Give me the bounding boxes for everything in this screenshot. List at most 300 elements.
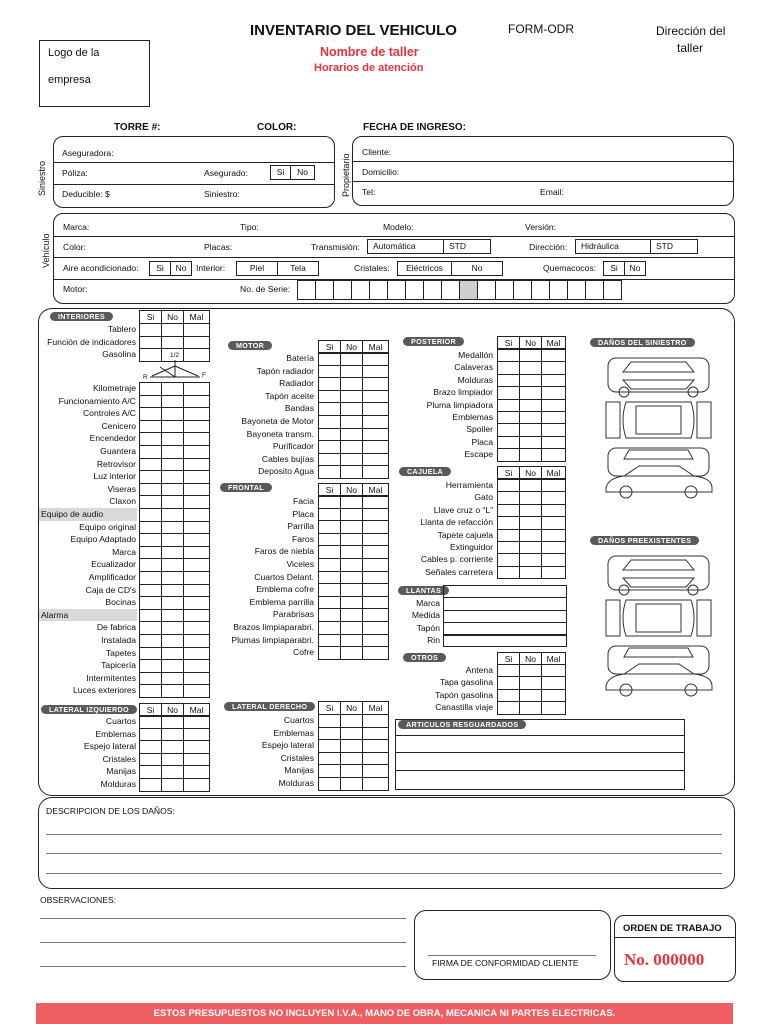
tower-label: TORRE #:	[114, 122, 161, 133]
serial-digit-box[interactable]	[387, 280, 406, 300]
motor-label: Bandas	[284, 403, 314, 414]
motor-checkbox-mal[interactable]	[362, 465, 389, 479]
otros-col-no: No	[519, 652, 542, 665]
posterior-checkbox-si[interactable]	[497, 386, 520, 399]
model-label: Modelo:	[383, 222, 414, 232]
otros-checkbox-no[interactable]	[519, 701, 542, 714]
otros-checkbox-no[interactable]	[519, 664, 542, 677]
gauge-empty: R	[143, 374, 148, 381]
otros-checkbox-si[interactable]	[497, 701, 520, 714]
lateral-der-checkbox-mal[interactable]	[362, 777, 389, 791]
llantas-label: Medida	[411, 610, 440, 621]
lateral-izq-checkbox-si[interactable]	[139, 778, 162, 792]
interiores-checkbox-si[interactable]	[139, 407, 162, 421]
lateral-izq-checkbox-si[interactable]	[139, 728, 162, 742]
lateral-izq-checkbox-si[interactable]	[139, 765, 162, 779]
cajuela-label: Llanta de refacción	[420, 517, 493, 528]
interiores-checkbox-si[interactable]	[139, 521, 162, 535]
descripcion-line[interactable]	[46, 834, 722, 835]
interiores-label: Luz interior	[93, 471, 136, 482]
lateral-der-label: Molduras	[278, 778, 314, 788]
cajuela-checkbox-mal[interactable]	[541, 566, 566, 579]
lateral-izq-label: Cuartos	[105, 716, 136, 726]
cajuela-label: Llave cruz o “L”	[433, 504, 493, 515]
interiores-checkbox-si[interactable]	[139, 684, 162, 698]
lateral-der-checkbox-mal[interactable]	[362, 727, 389, 741]
motor-label: Batería	[286, 353, 314, 363]
posterior-label: Calaveras	[454, 362, 493, 373]
posterior-col-no: No	[519, 336, 542, 349]
cajuela-checkbox-si[interactable]	[497, 504, 520, 517]
interiores-checkbox-si[interactable]	[139, 596, 162, 610]
workshop-name: Nombre de taller	[320, 45, 419, 59]
interiores-checkbox-si[interactable]	[139, 584, 162, 598]
frontal-label: Plumas limpiaparabri.	[231, 634, 314, 645]
llantas-field[interactable]	[443, 597, 567, 610]
interiores-checkbox-si[interactable]	[139, 634, 162, 648]
posterior-checkbox-no[interactable]	[519, 448, 542, 461]
sunroof-label: Quemacocos:	[543, 263, 597, 273]
lateral-der-col-mal: Mal	[362, 701, 389, 715]
win-electric-option[interactable]: Eléctricos	[397, 261, 452, 276]
frontal-col-mal: Mal	[362, 483, 389, 497]
interiores-checkbox-si[interactable]	[139, 458, 162, 472]
lateral-der-checkbox-no[interactable]	[340, 714, 363, 728]
observaciones-line[interactable]	[40, 918, 406, 919]
cajuela-checkbox-mal[interactable]	[541, 479, 566, 492]
otros-checkbox-no[interactable]	[519, 689, 542, 702]
descripcion-line[interactable]	[46, 853, 722, 854]
serial-digit-box[interactable]	[315, 280, 334, 300]
descripcion-line[interactable]	[46, 873, 722, 874]
interiores-label: Tablero	[107, 324, 136, 334]
plates-label: Placas:	[204, 242, 233, 252]
signature-box[interactable]	[414, 910, 611, 980]
interiores-label: Alarma	[41, 609, 69, 620]
posterior-col-mal: Mal	[541, 336, 566, 349]
cajuela-checkbox-si[interactable]	[497, 541, 520, 554]
cajuela-checkbox-si[interactable]	[497, 479, 520, 492]
motor-checkbox-si[interactable]	[318, 402, 341, 416]
interiores-checkbox-si[interactable]	[139, 336, 162, 350]
posterior-label: Placa	[471, 436, 493, 447]
posterior-checkbox-mal[interactable]	[541, 349, 566, 362]
interiores-checkbox-mal[interactable]	[183, 684, 210, 698]
interiores-checkbox-si[interactable]	[139, 508, 162, 522]
lateral-der-checkbox-si[interactable]	[318, 714, 341, 728]
serial-digit-box[interactable]	[513, 280, 532, 300]
interiores-label: Equipo original	[79, 521, 136, 532]
interiores-checkbox-si[interactable]	[139, 659, 162, 673]
interiores-checkbox-no[interactable]	[161, 323, 184, 337]
cajuela-checkbox-si[interactable]	[497, 553, 520, 566]
interiores-checkbox-mal[interactable]	[183, 672, 210, 686]
posterior-checkbox-si[interactable]	[497, 349, 520, 362]
serial-digit-box[interactable]	[333, 280, 352, 300]
frontal-title: FRONTAL	[220, 483, 272, 492]
otros-checkbox-si[interactable]	[497, 664, 520, 677]
cajuela-checkbox-mal[interactable]	[541, 541, 566, 554]
cajuela-checkbox-mal[interactable]	[541, 504, 566, 517]
interiores-checkbox-no[interactable]	[161, 672, 184, 686]
cajuela-checkbox-no[interactable]	[519, 529, 542, 542]
cajuela-checkbox-si[interactable]	[497, 566, 520, 579]
cajuela-checkbox-no[interactable]	[519, 553, 542, 566]
interiores-label: Función de indicadores	[47, 336, 136, 347]
trans-auto-option[interactable]: Automática	[367, 239, 444, 254]
serial-digit-box[interactable]	[369, 280, 388, 300]
posterior-checkbox-no[interactable]	[519, 399, 542, 412]
lateral-der-checkbox-mal[interactable]	[362, 764, 389, 778]
posterior-checkbox-no[interactable]	[519, 423, 542, 436]
posterior-checkbox-mal[interactable]	[541, 399, 566, 412]
frontal-label: Viceles	[286, 559, 314, 569]
lateral-der-checkbox-no[interactable]	[340, 739, 363, 753]
otros-checkbox-no[interactable]	[519, 676, 542, 689]
cajuela-checkbox-si[interactable]	[497, 516, 520, 529]
interiores-checkbox-mal[interactable]	[183, 323, 210, 337]
car-diagram-preexistentes[interactable]	[596, 548, 721, 698]
serial-digit-box[interactable]	[459, 280, 478, 300]
cajuela-checkbox-mal[interactable]	[541, 529, 566, 542]
serial-digit-box[interactable]	[585, 280, 604, 300]
lateral-izq-label: Emblemas	[95, 728, 136, 739]
entry-date-label: FECHA DE INGRESO:	[363, 122, 466, 133]
lateral-der-checkbox-si[interactable]	[318, 752, 341, 766]
frontal-checkbox-si[interactable]	[318, 533, 341, 547]
interiores-checkbox-si[interactable]	[139, 382, 162, 396]
posterior-checkbox-no[interactable]	[519, 349, 542, 362]
posterior-label: Pluma limpiadora	[426, 399, 493, 410]
observaciones-line[interactable]	[40, 966, 406, 967]
serial-digit-box[interactable]	[531, 280, 550, 300]
otros-checkbox-mal[interactable]	[541, 689, 566, 702]
cajuela-label: Extinguidor	[450, 542, 493, 552]
lateral-der-checkbox-mal[interactable]	[362, 739, 389, 753]
danos-preexistentes-title: DAÑOS PREEXISTENTES	[590, 536, 699, 545]
posterior-label: Escape	[464, 449, 493, 460]
motor-label: Bayoneta de Motor	[241, 416, 314, 426]
interiores-checkbox-si[interactable]	[139, 571, 162, 585]
llantas-field[interactable]	[443, 585, 567, 598]
serial-digit-box[interactable]	[603, 280, 622, 300]
lateral-der-label: Cuartos	[283, 715, 314, 725]
frontal-checkbox-si[interactable]	[318, 646, 341, 660]
posterior-checkbox-si[interactable]	[497, 399, 520, 412]
interiores-checkbox-no[interactable]	[161, 336, 184, 350]
frontal-label: Emblema cofre	[256, 584, 314, 595]
lateral-der-checkbox-no[interactable]	[340, 777, 363, 791]
frontal-checkbox-si[interactable]	[318, 508, 341, 522]
motor-checkbox-si[interactable]	[318, 352, 341, 366]
lateral-izq-col-mal: Mal	[183, 703, 210, 717]
interiores-checkbox-si[interactable]	[139, 546, 162, 560]
int-leather-option[interactable]: Piel	[236, 261, 278, 276]
cajuela-checkbox-no[interactable]	[519, 566, 542, 579]
interiores-checkbox-mal[interactable]	[183, 336, 210, 350]
interiores-title: INTERIORES	[50, 312, 113, 321]
serial-digit-box[interactable]	[549, 280, 568, 300]
sunroof-no-checkbox[interactable]: No	[624, 261, 646, 276]
interiores-label: Luces exteriores	[72, 685, 136, 696]
motor-checkbox-si[interactable]	[318, 390, 341, 404]
interiores-label: Tapicería	[101, 660, 136, 671]
cajuela-label: Gato	[474, 492, 493, 503]
posterior-checkbox-si[interactable]	[497, 361, 520, 374]
vehicle-color-label: Color:	[63, 242, 86, 252]
observaciones-line[interactable]	[40, 942, 406, 943]
otros-label: Antena	[465, 665, 493, 675]
posterior-title: POSTERIOR	[403, 337, 464, 346]
lateral-der-checkbox-si[interactable]	[318, 739, 341, 753]
motor-checkbox-si[interactable]	[318, 440, 341, 454]
email-label: Email:	[540, 187, 564, 197]
interiores-checkbox-si[interactable]	[139, 395, 162, 409]
frontal-checkbox-mal[interactable]	[362, 583, 389, 597]
engine-label: Motor:	[63, 284, 88, 294]
posterior-checkbox-no[interactable]	[519, 386, 542, 399]
interiores-label: Tapetes	[105, 647, 136, 658]
posterior-checkbox-mal[interactable]	[541, 448, 566, 461]
cajuela-checkbox-no[interactable]	[519, 541, 542, 554]
int-cloth-option[interactable]: Tela	[277, 261, 319, 276]
interiores-checkbox-mal[interactable]	[183, 659, 210, 673]
frontal-label: Emblema parrilla	[249, 596, 314, 607]
steer-std-option[interactable]: STD	[650, 239, 698, 254]
interiores-checkbox-si[interactable]	[139, 609, 162, 623]
interiores-checkbox-no[interactable]	[161, 659, 184, 673]
posterior-checkbox-si[interactable]	[497, 374, 520, 387]
cajuela-col-mal: Mal	[541, 466, 566, 479]
motor-checkbox-no[interactable]	[340, 465, 363, 479]
frontal-checkbox-si[interactable]	[318, 545, 341, 559]
motor-checkbox-si[interactable]	[318, 465, 341, 479]
interiores-checkbox-no[interactable]	[161, 483, 184, 497]
interiores-checkbox-si[interactable]	[139, 483, 162, 497]
frontal-checkbox-si[interactable]	[318, 558, 341, 572]
posterior-checkbox-no[interactable]	[519, 374, 542, 387]
cajuela-checkbox-mal[interactable]	[541, 491, 566, 504]
interiores-checkbox-si[interactable]	[139, 420, 162, 434]
frontal-label: Faros	[292, 533, 314, 544]
interiores-label: Controles A/C	[82, 408, 136, 419]
workshop-hours: Horarios de atención	[314, 62, 424, 74]
insurer-label: Aseguradora:	[62, 148, 114, 158]
motor-checkbox-si[interactable]	[318, 428, 341, 442]
posterior-checkbox-mal[interactable]	[541, 361, 566, 374]
posterior-checkbox-mal[interactable]	[541, 411, 566, 424]
motor-label: Tapón radiador	[256, 365, 314, 376]
otros-checkbox-si[interactable]	[497, 689, 520, 702]
serial-digit-box[interactable]	[567, 280, 586, 300]
posterior-checkbox-mal[interactable]	[541, 423, 566, 436]
vehiculo-side-label: Vehículo	[41, 233, 51, 268]
lateral-der-checkbox-no[interactable]	[340, 752, 363, 766]
propietario-side-label: Propietario	[341, 153, 351, 197]
lateral-der-checkbox-mal[interactable]	[362, 752, 389, 766]
interiores-checkbox-si[interactable]	[139, 432, 162, 446]
motor-label: Bayoneta transm.	[246, 428, 314, 439]
address-line1: Dirección del	[656, 24, 726, 38]
llantas-label: Marca	[416, 598, 440, 608]
signature-label: FIRMA DE CONFORMIDAD CLIENTE	[432, 958, 579, 968]
ac-yes-checkbox[interactable]: Si	[149, 261, 171, 276]
posterior-label: Molduras	[457, 374, 493, 385]
interiores-checkbox-si[interactable]	[139, 445, 162, 459]
car-diagram-siniestro[interactable]	[596, 350, 721, 500]
interiores-checkbox-no[interactable]	[161, 684, 184, 698]
llantas-label: Rin	[427, 635, 440, 646]
lateral-der-checkbox-si[interactable]	[318, 764, 341, 778]
gauge-full: F	[202, 372, 206, 379]
lateral-der-checkbox-mal[interactable]	[362, 714, 389, 728]
llantas-field[interactable]	[443, 634, 567, 647]
cajuela-checkbox-mal[interactable]	[541, 553, 566, 566]
interiores-label: Claxon	[109, 496, 136, 507]
posterior-checkbox-si[interactable]	[497, 436, 520, 449]
cajuela-checkbox-no[interactable]	[519, 491, 542, 504]
frontal-checkbox-mal[interactable]	[362, 646, 389, 660]
lateral-izq-checkbox-si[interactable]	[139, 715, 162, 729]
motor-checkbox-si[interactable]	[318, 453, 341, 467]
otros-checkbox-mal[interactable]	[541, 676, 566, 689]
frontal-checkbox-no[interactable]	[340, 583, 363, 597]
cajuela-checkbox-no[interactable]	[519, 479, 542, 492]
posterior-checkbox-mal[interactable]	[541, 436, 566, 449]
logo-line1: Logo de la	[48, 47, 100, 59]
lateral-der-checkbox-no[interactable]	[340, 727, 363, 741]
posterior-checkbox-no[interactable]	[519, 361, 542, 374]
motor-col-si: Si	[318, 340, 341, 354]
interiores-checkbox-si[interactable]	[139, 470, 162, 484]
steer-hyd-option[interactable]: Hidráulica	[575, 239, 651, 254]
serial-digit-box[interactable]	[441, 280, 460, 300]
interiores-checkbox-si[interactable]	[139, 672, 162, 686]
interiores-label: Instalada	[101, 635, 136, 645]
posterior-checkbox-si[interactable]	[497, 411, 520, 424]
posterior-checkbox-mal[interactable]	[541, 386, 566, 399]
llantas-field[interactable]	[443, 610, 567, 623]
cajuela-checkbox-no[interactable]	[519, 516, 542, 529]
frontal-label: Cuartos Delant.	[254, 571, 314, 582]
interiores-label: Bocinas	[105, 597, 136, 608]
llantas-label: Tapón	[416, 622, 440, 633]
motor-col-mal: Mal	[362, 340, 389, 354]
interiores-checkbox-si[interactable]	[139, 533, 162, 547]
serial-digit-box[interactable]	[405, 280, 424, 300]
interiores-label: Intermitentes	[86, 672, 136, 683]
insured-no-checkbox[interactable]: No	[290, 165, 315, 180]
otros-checkbox-si[interactable]	[497, 676, 520, 689]
interiores-label: Kilometraje	[93, 383, 136, 393]
cajuela-label: Herramienta	[445, 480, 493, 490]
interiores-checkbox-si[interactable]	[139, 323, 162, 337]
phone-label: Tel:	[362, 187, 376, 197]
cajuela-checkbox-si[interactable]	[497, 529, 520, 542]
motor-label: Purificador	[272, 441, 314, 452]
serial-digit-box[interactable]	[297, 280, 316, 300]
frontal-checkbox-si[interactable]	[318, 583, 341, 597]
address-line2: taller	[677, 41, 704, 55]
steering-label: Dirección:	[529, 242, 568, 252]
posterior-checkbox-no[interactable]	[519, 436, 542, 449]
lateral-izq-col-si: Si	[139, 703, 162, 717]
interiores-checkbox-si[interactable]	[139, 495, 162, 509]
client-label: Cliente:	[362, 147, 392, 157]
serial-digit-box[interactable]	[423, 280, 442, 300]
sunroof-yes-checkbox[interactable]: Si	[603, 261, 625, 276]
frontal-checkbox-si[interactable]	[318, 495, 341, 509]
cajuela-col-si: Si	[497, 466, 520, 479]
cajuela-checkbox-si[interactable]	[497, 491, 520, 504]
frontal-label: Cofre	[292, 647, 314, 658]
motor-checkbox-si[interactable]	[318, 365, 341, 379]
interiores-label: Retrovisor	[96, 458, 136, 469]
posterior-label: Spoiler	[466, 424, 493, 435]
serial-label: No. de Serie:	[240, 284, 291, 294]
motor-checkbox-si[interactable]	[318, 415, 341, 429]
interiores-label: Funcionamiento A/C	[58, 395, 136, 406]
insured-yes-checkbox[interactable]: Si	[270, 165, 291, 180]
lateral-der-checkbox-si[interactable]	[318, 727, 341, 741]
otros-title: OTROS	[403, 653, 446, 662]
win-no-option[interactable]: No	[451, 261, 503, 276]
otros-checkbox-mal[interactable]	[541, 701, 566, 714]
lateral-der-label: Manijas	[284, 765, 314, 776]
frontal-label: Brazos limpiaparabri.	[233, 622, 314, 632]
interiores-checkbox-mal[interactable]	[183, 483, 210, 497]
posterior-checkbox-no[interactable]	[519, 411, 542, 424]
work-order-number: No. 000000	[624, 950, 705, 969]
interiores-label: Encendedor	[89, 433, 136, 444]
lateral-izq-checkbox-si[interactable]	[139, 740, 162, 754]
frontal-checkbox-si[interactable]	[318, 520, 341, 534]
transmission-label: Transmisión:	[311, 242, 360, 252]
lateral-der-checkbox-no[interactable]	[340, 764, 363, 778]
interiores-checkbox-si[interactable]	[139, 558, 162, 572]
serial-digit-box[interactable]	[495, 280, 514, 300]
danos-siniestro-title: DAÑOS DEL SINIESTRO	[590, 338, 695, 347]
interiores-label: Equipo de audio	[41, 509, 104, 519]
otros-checkbox-mal[interactable]	[541, 664, 566, 677]
lateral-der-label: Cristales	[280, 752, 314, 763]
trans-std-option[interactable]: STD	[443, 239, 491, 254]
cajuela-checkbox-no[interactable]	[519, 504, 542, 517]
cajuela-title: CAJUELA	[399, 467, 451, 476]
lateral-izq-col-no: No	[161, 703, 184, 717]
interiores-checkbox-si[interactable]	[139, 647, 162, 661]
frontal-col-si: Si	[318, 483, 341, 497]
ac-no-checkbox[interactable]: No	[170, 261, 192, 276]
interiores-checkbox-si[interactable]	[139, 621, 162, 635]
frontal-checkbox-no[interactable]	[340, 646, 363, 660]
posterior-checkbox-si[interactable]	[497, 448, 520, 461]
owner-address-label: Domicilio:	[362, 167, 400, 177]
posterior-checkbox-si[interactable]	[497, 423, 520, 436]
deductible-label: Deducible: $	[62, 189, 110, 199]
serial-digit-box[interactable]	[351, 280, 370, 300]
motor-label: Radiador	[279, 378, 314, 389]
lateral-izq-checkbox-si[interactable]	[139, 753, 162, 767]
lateral-der-checkbox-si[interactable]	[318, 777, 341, 791]
cajuela-checkbox-mal[interactable]	[541, 516, 566, 529]
posterior-checkbox-mal[interactable]	[541, 374, 566, 387]
motor-checkbox-si[interactable]	[318, 377, 341, 391]
serial-digit-box[interactable]	[477, 280, 496, 300]
frontal-checkbox-si[interactable]	[318, 571, 341, 585]
claim-label: Siniestro:	[204, 189, 240, 199]
interiores-label: Gasolina	[102, 349, 136, 360]
